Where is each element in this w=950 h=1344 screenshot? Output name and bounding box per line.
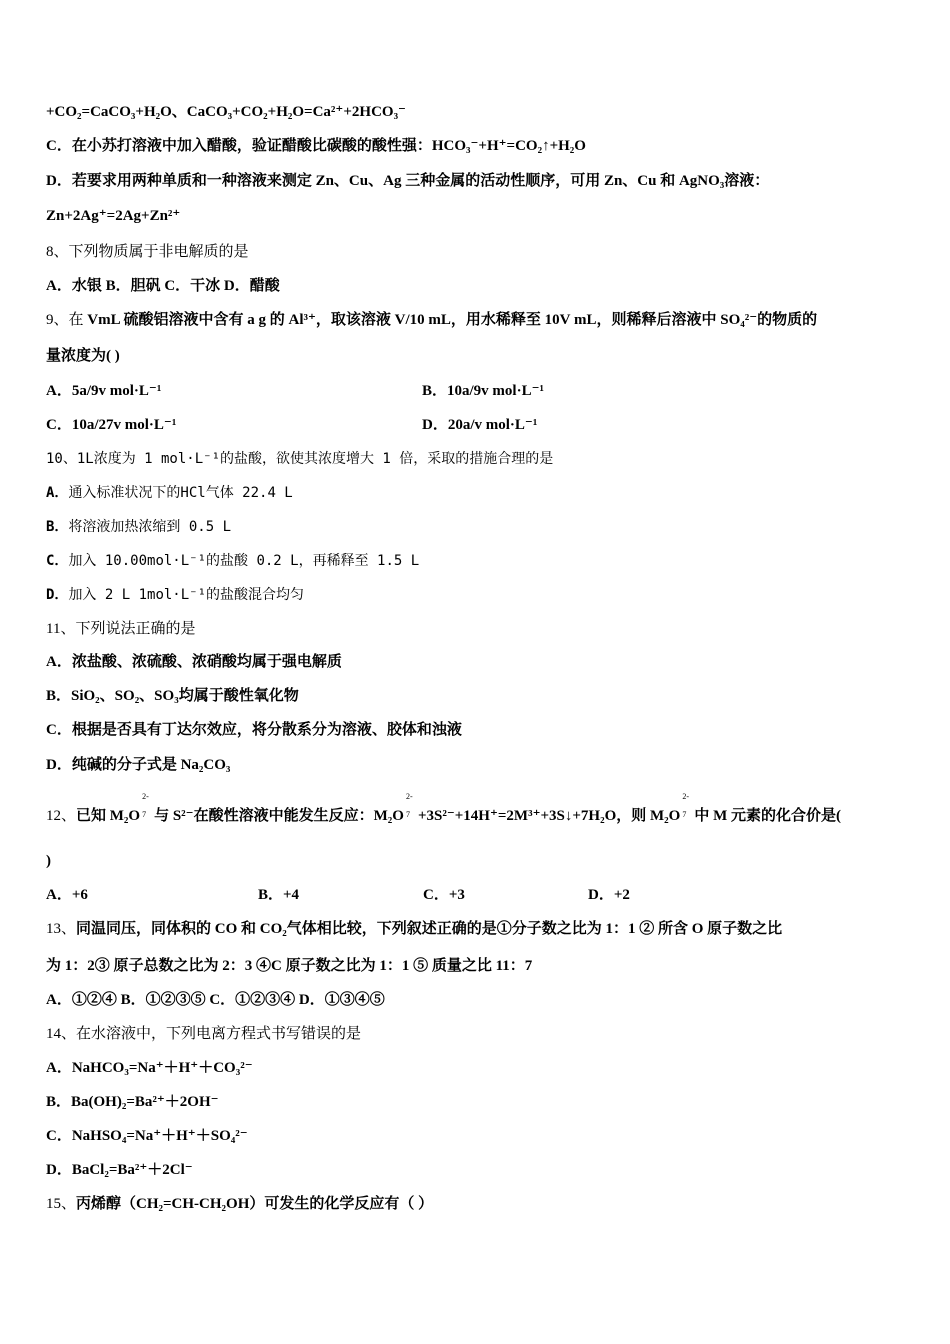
q14-stem: 14、在水溶液中，下列电离方程式书写错误的是 (46, 1026, 362, 1042)
q9-options-row2 (46, 416, 538, 434)
q11-option-c: C．根据是否具有丁达尔效应，将分散系分为溶液、胶体和浊液 (46, 722, 462, 738)
q8-options: A．水银 B．胆矾 C．干冰 D．醋酸 (46, 278, 280, 294)
q12-stem-end: ) (46, 853, 51, 869)
q12-ion-script-1: 2- 7 (142, 792, 149, 819)
q9-stem-line2: 量浓度为( ) (46, 348, 120, 364)
q9-option-d: D．20a/v mol·L⁻¹ (422, 417, 538, 433)
q7-b-continuation: +CO₂=CaCO₃+H₂O、CaCO₃+CO₂+H₂O=Ca²⁺+2HCO₃⁻ (46, 104, 406, 120)
q12-ion-script-2: 2- 7 (405, 792, 413, 819)
q11-option-d: D．纯碱的分子式是 Na₂CO₃ (46, 757, 231, 773)
q12-option-a: A．+6 (46, 887, 88, 903)
q14-option-d: D．BaCl₂=Ba²⁺＋2Cl⁻ (46, 1162, 193, 1178)
q11-option-b: B．SiO₂、SO₂、SO₃均属于酸性氧化物 (46, 688, 299, 704)
q13-stem-line1: 13、同温同压，同体积的 CO 和 CO₂气体相比较，下列叙述正确的是①分子数之比为 1：1 ② 所含 O 原子数之比 (46, 921, 783, 937)
q14-option-b: B．Ba(OH)₂=Ba²⁺＋2OH⁻ (46, 1094, 219, 1110)
q11-option-a: A．浓盐酸、浓硫酸、浓硝酸均属于强电解质 (46, 654, 342, 670)
q9-option-a: A．5a/9v mol·L⁻¹ (46, 383, 162, 399)
q12-option-c: C．+3 (423, 887, 465, 903)
q7-option-d-equation: Zn+2Ag⁺=2Ag+Zn²⁺ (46, 208, 181, 224)
q9-stem-line1: 9、在 VmL 硫酸铝溶液中含有 a g 的 Al³⁺，取该溶液 V/10 mL，用水稀释至 10V mL，则稀释后溶液中 SO₄²⁻的物质的 (46, 312, 818, 328)
q10-option-b: B．将溶液加热浓缩到 0.5 L (46, 519, 232, 535)
q12-options (46, 886, 630, 904)
q7-option-d: D．若要求用两种单质和一种溶液来测定 Zn、Cu、Ag 三种金属的活动性顺序，可用 Zn、Cu 和 AgNO₃溶液： (46, 173, 770, 189)
q7-option-c: C．在小苏打溶液中加入醋酸，验证醋酸比碳酸的酸性强：HCO₃⁻+H⁺=CO₂↑+H₂O (46, 138, 586, 154)
q12-option-b: B．+4 (258, 887, 300, 903)
q10-option-c: C．加入 10.00mol·L⁻¹的盐酸 0.2 L，再稀释至 1.5 L (46, 553, 420, 569)
q12-stem: 12、已知 M₂O 2- 7 与 S²⁻在酸性溶液中能发生反应：M₂O 2- 7 +3S²⁻+14H⁺=2M³⁺+3S↓+7H₂O，则 M₂O 2- 7 中 M 元素的化合价是( (46, 792, 841, 824)
q14-option-c: C．NaHSO₄=Na⁺＋H⁺＋SO₄²⁻ (46, 1128, 248, 1144)
q11-stem: 11、下列说法正确的是 (46, 621, 196, 637)
q15-stem: 15、丙烯醇（CH₂=CH-CH₂OH）可发生的化学反应有（ ） (46, 1196, 434, 1212)
q14-option-a: A．NaHCO₃=Na⁺＋H⁺＋CO₃²⁻ (46, 1060, 253, 1076)
q12-ion-script-3: 2- 7 (682, 792, 690, 819)
q10-stem: 10、1L浓度为 1 mol·L⁻¹的盐酸，欲使其浓度增大 1 倍，采取的措施合理的是 (46, 451, 554, 467)
q8-stem: 8、下列物质属于非电解质的是 (46, 244, 249, 260)
q9-option-b: B．10a/9v mol·L⁻¹ (422, 383, 545, 399)
q12-option-d: D．+2 (588, 887, 630, 903)
q9-option-c: C．10a/27v mol·L⁻¹ (46, 417, 177, 433)
q10-option-a: A．通入标准状况下的HCl气体 22.4 L (46, 485, 293, 501)
q9-options-row1 (46, 382, 545, 400)
q10-option-d: D．加入 2 L 1mol·L⁻¹的盐酸混合均匀 (46, 587, 305, 603)
q13-options: A．①②④ B．①②③⑤ C．①②③④ D．①③④⑤ (46, 992, 385, 1008)
q13-stem-line2: 为 1：2③ 原子总数之比为 2：3 ④C 原子数之比为 1：1 ⑤ 质量之比 11：7 (46, 958, 533, 974)
